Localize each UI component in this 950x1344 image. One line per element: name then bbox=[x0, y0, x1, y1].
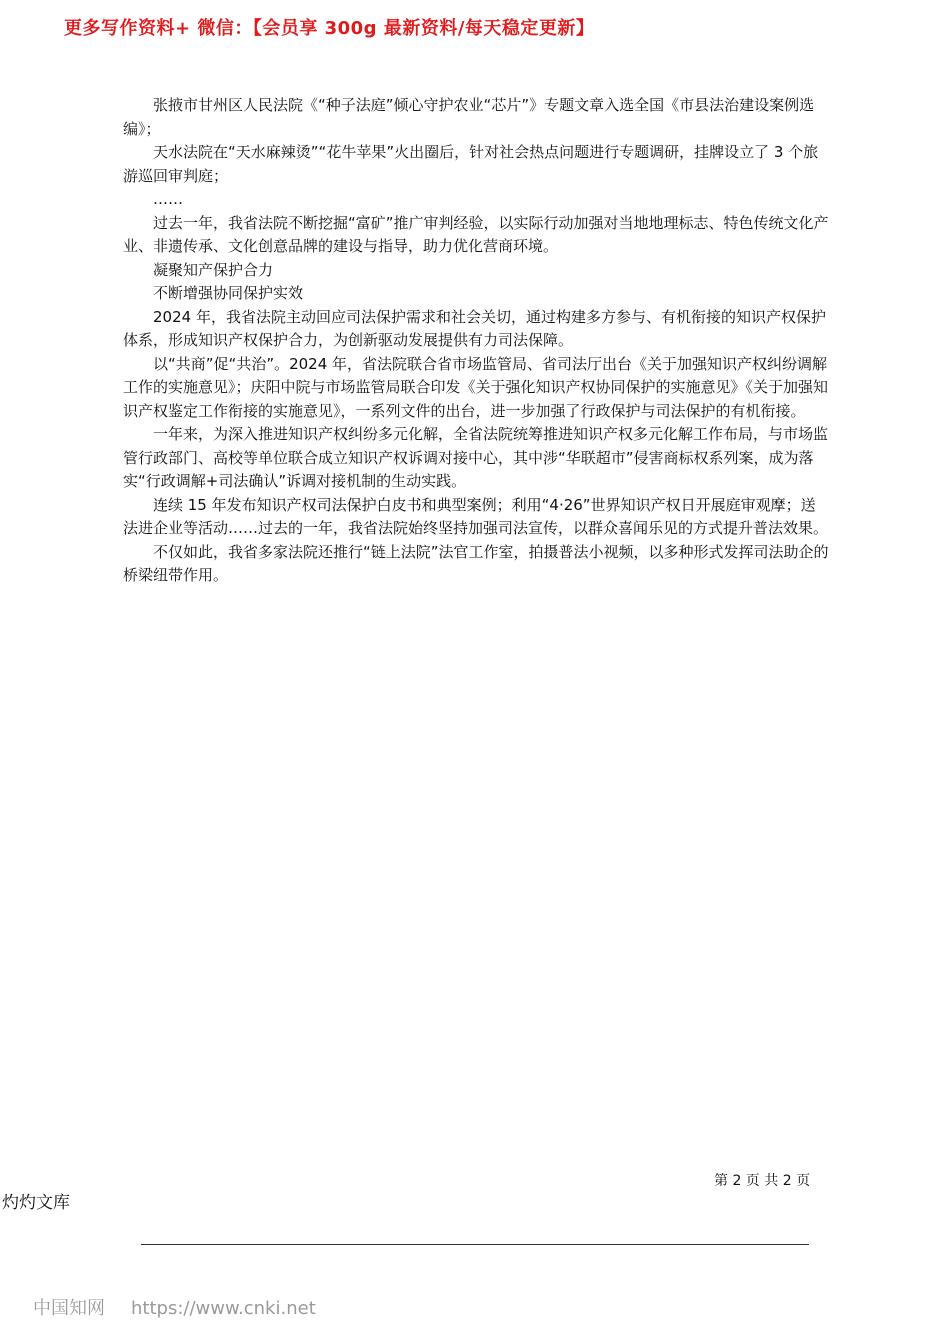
paragraph: …… bbox=[153, 190, 183, 208]
footer-divider bbox=[141, 1244, 809, 1245]
library-watermark: 灼灼文库 bbox=[2, 1193, 70, 1213]
paragraph: 张掖市甘州区人民法院《“种子法庭”倾心守护农业“芯片”》专题文章入选全国《市县法治建设案例选编》； bbox=[123, 96, 815, 138]
paragraph: 一年来，为深入推进知识产权纠纷多元化解，全省法院统筹推进知识产权多元化解工作布局，与市场监管行政部门、高校等单位联合成立知识产权诉调对接中心，其中涉“华联超市”侵害商标权系列案，成为落实“行政调解+司法确认”诉调对接机制的生动实践。 bbox=[123, 425, 829, 490]
section-heading: 凝聚知产保护合力 bbox=[153, 260, 274, 279]
paragraph: 不仅如此，我省多家法院还推行“链上法院”法官工作室，拍摄普法小视频，以多种形式发挥司法助企的桥梁纽带作用。 bbox=[123, 542, 829, 584]
paragraph: 连续 15 年发布知识产权司法保护白皮书和典型案例；利用“4·26”世界知识产权日开展庭审观摩；送法进企业等活动……过去的一年，我省法院始终坚持加强司法宣传，以群众喜闻乐见的方式提升普法效果。 bbox=[123, 495, 829, 537]
paragraph: 过去一年，我省法院不断挖掘“富矿”推广审判经验，以实际行动加强对当地地理标志、特色传统文化产业、非遗传承、文化创意品牌的建设与指导，助力优化营商环境。 bbox=[123, 213, 829, 255]
paragraph: 天水法院在“天水麻辣烫”“花牛苹果”火出圈后，针对社会热点问题进行专题调研，挂牌设立了 3 个旅游巡回审判庭； bbox=[123, 143, 819, 185]
cnki-watermark bbox=[33, 1294, 316, 1320]
page-number: 第 2 页 共 2 页 bbox=[714, 1173, 811, 1189]
cnki-url[interactable]: https://www.cnki.net bbox=[131, 1298, 316, 1319]
paragraph: 2024 年，我省法院主动回应司法保护需求和社会关切，通过构建多方参与、有机衔接的知识产权保护体系，形成知识产权保护合力，为创新驱动发展提供有力司法保障。 bbox=[123, 307, 826, 349]
cnki-name: 中国知网 bbox=[33, 1298, 105, 1319]
promo-banner: 更多写作资料+ 微信：【会员享 300g 最新资料/每天稳定更新】 bbox=[64, 18, 595, 39]
article-body bbox=[123, 94, 829, 588]
paragraph: 以“共商”促“共治”。2024 年，省法院联合省市场监管局、省司法厅出台《关于加强知识产权纠纷调解工作的实施意见》；庆阳中院与市场监管局联合印发《关于强化知识产权协同保护的实施意见》《关于加强知识产权鉴定工作衔接的实施意见》，一系列文件的出台，进一步加强了行政保护与司法保护的有机衔接。 bbox=[123, 354, 829, 420]
section-subheading: 不断增强协同保护实效 bbox=[153, 284, 304, 302]
